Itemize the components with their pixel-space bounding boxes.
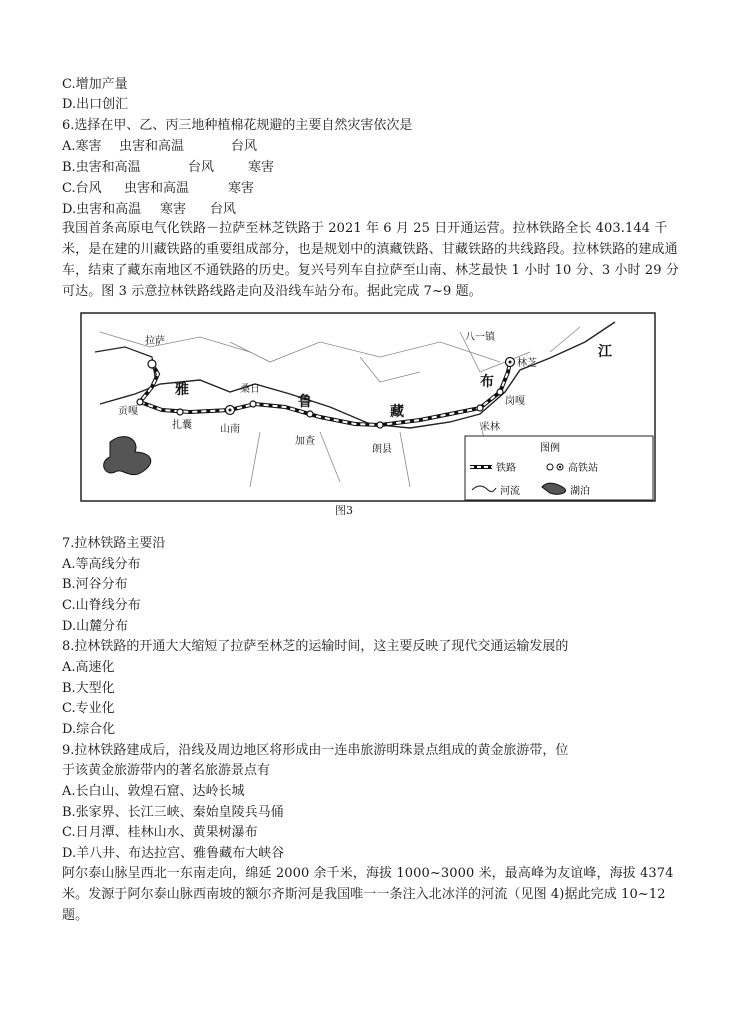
passage-altai: 阿尔泰山脉呈西北一东南走向，绵延 2000 余千米，海拔 1000~3000 米，最高峰为友谊峰，海拔 4374 米。发源于阿尔泰山脉西南坡的额尔齐斯河是我国唯一一条注入北冰洋的河流（见图 4)据此完成 10~12 题。 bbox=[62, 866, 674, 923]
label-sangri: 桑日 bbox=[240, 384, 260, 395]
q7-option-a: A.等高线分布 bbox=[62, 557, 141, 572]
q6-a-p1: 虫害和高温 bbox=[119, 139, 185, 154]
river-char-5: 江 bbox=[598, 344, 612, 360]
label-jiacha: 加查 bbox=[295, 436, 315, 447]
station-milin bbox=[477, 405, 483, 411]
river-char-1: 雅 bbox=[175, 382, 189, 398]
q6-option-d bbox=[62, 201, 236, 218]
q6-c-p2: 寒害 bbox=[228, 181, 255, 196]
label-gongga: 贡嘎 bbox=[118, 406, 138, 417]
station-sangri bbox=[250, 401, 256, 407]
station-shannan-dot bbox=[229, 409, 232, 412]
river-char-4: 布 bbox=[480, 374, 494, 390]
railway-map bbox=[80, 312, 656, 502]
label-linzhi: 林芝 bbox=[517, 358, 537, 369]
passage-lalin-railway: 我国首条高原电气化铁路－拉萨至林芝铁路于 2021 年 6 月 25 日开通运营。拉林铁路全长 403.144 千米，是在建的川藏铁路的重要组成部分，也是规划中的滇藏铁路、甘藏铁路的共线路段。拉林铁路的建成通车，结束了藏东南地区不通铁路的历史。复兴号列车自拉萨至山南、林芝最快 1 小时 10 分、3 小时 29 分可达。图 3 示意拉林铁路线路走向及沿线车站分布。据此完成 7~9 题。 bbox=[62, 221, 679, 299]
label-lhasa: 拉萨 bbox=[145, 336, 165, 347]
q8-option-b: B.大型化 bbox=[62, 681, 115, 696]
station-gongga bbox=[137, 399, 143, 405]
label-zhanang: 扎囊 bbox=[172, 420, 192, 431]
q8-option-c: C.专业化 bbox=[62, 701, 115, 716]
q7-option-d: D.山麓分布 bbox=[62, 619, 129, 634]
label-langxian: 朗县 bbox=[372, 444, 392, 455]
q6-b-p1: 台风 bbox=[188, 160, 215, 175]
figure-3-map bbox=[80, 312, 656, 520]
station-langxian bbox=[377, 422, 383, 428]
label-shannan: 山南 bbox=[220, 424, 240, 435]
q6-d-label: D.虫害和高温 bbox=[62, 202, 142, 217]
legend-title: 图例 bbox=[540, 443, 560, 454]
q9-option-d: D.羊八井、布达拉宫、雅鲁藏布大峡谷 bbox=[62, 846, 285, 861]
station-linzhi-dot bbox=[509, 361, 512, 364]
q9-option-a: A.长白山、敦煌石窟、达岭长城 bbox=[62, 784, 245, 799]
q9-stem-line2: 于该黄金旅游带内的著名旅游景点有 bbox=[62, 763, 271, 778]
q6-stem: 6.选择在甲、乙、丙三地种植棉花规避的主要自然灾害依次是 bbox=[62, 118, 413, 133]
legend-station-swatch bbox=[547, 464, 553, 470]
station-zhanang bbox=[177, 409, 183, 415]
river-char-3: 藏 bbox=[390, 404, 404, 420]
q5-option-c: C.增加产量 bbox=[62, 77, 128, 92]
q8-option-d: D.综合化 bbox=[62, 722, 116, 737]
q7-option-b: B.河谷分布 bbox=[62, 577, 128, 592]
legend-river: 河流 bbox=[500, 486, 520, 497]
q6-option-a bbox=[62, 138, 257, 155]
q6-d-p2: 台风 bbox=[210, 202, 237, 217]
q9-option-b: B.张家界、长江三峡、秦始皇陵兵马俑 bbox=[62, 805, 284, 820]
q6-a-label: A.寒害 bbox=[62, 139, 102, 154]
q6-b-label: B.虫害和高温 bbox=[62, 160, 141, 175]
q6-a-p2: 台风 bbox=[231, 139, 258, 154]
station-lhasa bbox=[148, 360, 156, 368]
q8-option-a: A.高速化 bbox=[62, 660, 115, 675]
label-bayi: 八一镇 bbox=[465, 332, 495, 343]
q6-c-label: C.台风 bbox=[62, 181, 102, 196]
station-gangga bbox=[497, 389, 503, 395]
station-jiacha bbox=[307, 411, 313, 417]
q6-option-c bbox=[62, 180, 254, 197]
figure-caption: 图3 bbox=[335, 504, 353, 517]
label-gangga: 岗嘎 bbox=[505, 396, 525, 407]
q7-stem: 7.拉林铁路主要沿 bbox=[62, 536, 166, 551]
q6-b-p2: 寒害 bbox=[248, 160, 275, 175]
q5-option-d: D.出口创汇 bbox=[62, 97, 129, 112]
legend-lake: 湖泊 bbox=[570, 486, 590, 497]
q6-d-p1: 寒害 bbox=[160, 202, 187, 217]
legend-railway: 铁路 bbox=[496, 463, 516, 474]
label-milin: 米林 bbox=[480, 422, 500, 433]
q8-stem: 8.拉林铁路的开通大大缩短了拉萨至林芝的运输时间，这主要反映了现代交通运输发展的 bbox=[62, 639, 569, 654]
q9-option-c: C.日月潭、桂林山水、黄果树瀑布 bbox=[62, 825, 258, 840]
river-char-2: 鲁 bbox=[298, 394, 312, 410]
q6-option-b bbox=[62, 159, 274, 176]
q7-option-c: C.山脊线分布 bbox=[62, 598, 141, 613]
q9-stem-line1: 9.拉林铁路建成后，沿线及周边地区将形成由一连串旅游明珠景点组成的黄金旅游带，位 bbox=[62, 743, 569, 758]
q6-c-p1: 虫害和高温 bbox=[124, 181, 190, 196]
legend-hsr: 高铁站 bbox=[568, 463, 598, 474]
